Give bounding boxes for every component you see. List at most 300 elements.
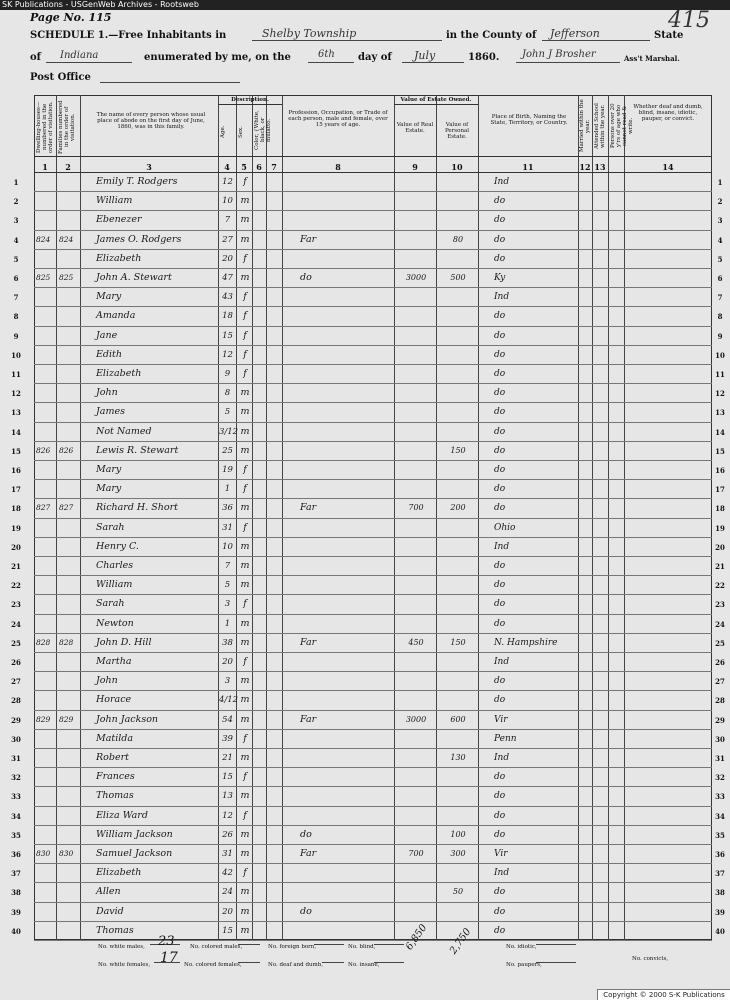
birthplace: Ind [494,292,510,303]
person-age: 10 [222,541,233,552]
real-estate-value: 3000 [405,714,427,724]
person-sex: m [240,848,250,859]
county-label: in the County of [446,30,537,41]
header-bottom-line [34,156,712,157]
footer-field-line [314,944,344,945]
family-number: 824 [59,234,74,244]
person-sex: f [243,521,247,533]
value-group-line [394,104,478,105]
dwelling-number: 824 [36,234,51,244]
column-number: 9 [412,162,418,172]
personal-estate-value: 150 [450,445,466,455]
person-name: Frances [96,771,135,783]
col-head-color: Color, {White, black, or mulatto. [254,110,272,150]
person-age: 7 [224,561,231,571]
birthplace: do [494,772,506,783]
line-number-left: 35 [11,830,21,840]
person-name: John [96,387,118,399]
footer-deaf-dumb: No. deaf and dumb, [268,962,323,968]
col-head-illiterate: Persons over 20 y'rs of age who cannot read & write. [610,103,634,149]
line-number-right: 3 [717,216,723,226]
line-number-left: 18 [11,504,21,514]
row-divider [34,786,712,787]
marshal-label: Ass't Marshal. [624,54,680,63]
person-age: 3 [224,599,231,610]
person-age: 31 [222,522,233,533]
person-sex: f [243,598,247,610]
row-divider [34,575,712,576]
person-age: 27 [222,234,233,245]
birthplace: do [494,388,506,399]
birthplace: Penn [494,733,517,744]
birthplace: do [494,676,506,687]
person-age: 36 [222,503,233,514]
person-occupation: Far [300,502,317,514]
person-sex: m [240,540,250,552]
line-number-left: 25 [11,638,21,648]
personal-estate-value: 80 [452,234,464,244]
footer-idiotic: No. idiotic, [506,944,537,950]
row-divider [34,230,712,231]
birthplace: Ind [494,753,510,763]
row-divider [34,671,712,672]
line-number-right: 39 [715,907,725,917]
row-divider [34,825,712,826]
footer-field-line [374,962,404,963]
line-number-right: 4 [717,235,723,245]
person-sex: m [240,406,250,418]
family-number: 830 [59,849,74,858]
col-head-description: Description. [231,97,269,103]
day-of-label: day of [358,52,392,63]
column-number: 1 [42,162,48,172]
person-age: 20 [222,253,233,264]
footer-foreign-born: No. foreign born, [268,944,317,950]
line-number-left: 24 [11,619,21,629]
line-number-right: 40 [715,926,725,936]
line-number-left: 29 [11,715,21,725]
col-head-age: Age. [220,125,226,139]
person-occupation: Far [300,713,317,725]
line-number-left: 27 [11,677,21,687]
person-age: 21 [222,753,233,763]
person-age: 39 [222,733,233,744]
personal-estate-value: 200 [450,503,466,513]
row-divider [34,940,712,941]
person-name: Jane [96,329,118,341]
birthplace: do [494,810,506,821]
line-number-left: 34 [11,811,21,821]
column-number: 4 [224,162,230,172]
person-sex: m [240,272,250,283]
personal-estate-value: 130 [450,753,466,762]
person-sex: m [240,617,250,629]
row-divider [34,921,712,922]
person-occupation: do [300,905,312,917]
person-name: Ebenezer [96,214,142,226]
col-head-school: Attended School within the year. [594,103,606,149]
person-sex: m [240,828,250,840]
birthplace: N. Hampshire [494,637,558,648]
birthplace: Ind [494,868,510,879]
col-head-value: Value of Estate Owned. [400,97,472,103]
row-divider [34,479,712,480]
personal-estate-value: 300 [450,849,466,858]
line-number-right: 29 [715,715,725,725]
line-number-left: 15 [11,446,21,456]
person-sex: m [240,444,250,456]
birthplace: do [494,829,506,840]
person-sex: f [243,310,247,322]
footer-field-line [238,962,260,963]
footer-field-line [374,944,404,945]
post-office-field [100,70,240,83]
person-age: 3/12 [219,426,239,437]
column-number-line [34,172,712,173]
line-number-left: 11 [11,370,21,379]
real-estate-value: 700 [408,849,424,858]
row-divider [34,902,712,903]
birthplace: do [494,503,506,514]
footer-field-line [238,944,260,945]
person-name: Martha [96,656,132,667]
line-number-left: 31 [11,754,21,763]
person-name: Thomas [96,924,134,936]
line-number-right: 8 [717,312,723,322]
line-number-left: 37 [11,869,21,879]
person-age: 1 [224,618,231,629]
person-sex: f [243,252,247,264]
person-name: Thomas [96,790,134,802]
personal-estate-value: 150 [450,637,466,647]
birthplace: do [494,906,506,917]
person-age: 24 [222,887,233,898]
dwelling-number: 825 [36,273,51,282]
personal-estate-value: 600 [450,714,466,724]
column-number: 5 [241,162,247,172]
person-name: Lewis R. Stewart [96,444,179,456]
person-occupation: Far [300,233,317,245]
line-number-left: 5 [13,254,19,264]
person-age: 54 [222,714,233,725]
real-estate-value: 450 [408,637,424,647]
column-number: 3 [146,162,152,172]
person-age: 12 [222,177,233,187]
line-number-right: 33 [715,792,725,802]
line-number-left: 6 [13,274,19,283]
person-age: 31 [222,849,233,859]
row-divider [34,748,712,749]
line-number-right: 38 [715,888,725,898]
person-sex: m [240,579,250,591]
row-divider [34,498,712,499]
dwelling-number: 828 [36,637,51,647]
birthplace: do [494,253,506,264]
line-number-left: 17 [11,485,21,495]
birthplace: do [494,465,506,475]
description-group-line [218,104,282,105]
person-sex: f [243,732,247,744]
line-number-right: 18 [715,504,725,514]
birthplace: do [494,791,506,802]
line-number-left: 19 [11,523,21,533]
line-number-left: 36 [11,850,21,859]
person-name: Sarah [96,598,125,610]
line-number-right: 2 [717,197,723,207]
person-name: John D. Hill [96,636,152,648]
footer-real-total: 6,850 [404,922,430,953]
column-number: 14 [662,162,674,172]
birthplace: do [494,407,506,418]
dwelling-number: 827 [36,503,51,513]
line-number-right: 23 [715,600,725,610]
row-divider [34,441,712,442]
township-value: Shelby Township [262,27,357,40]
birthplace: Ohio [494,522,516,533]
person-occupation: Far [300,848,317,859]
line-number-right: 24 [715,619,725,629]
line-number-left: 4 [13,235,19,245]
person-sex: m [240,752,250,763]
person-age: 9 [224,369,231,379]
line-number-left: 33 [11,792,21,802]
page-stamp: 415 [668,8,710,33]
row-divider [34,882,712,883]
person-name: Amanda [96,310,136,322]
birthplace: do [494,445,506,456]
line-number-left: 13 [11,408,21,418]
person-age: 5 [224,407,231,418]
state-label: State [654,30,684,41]
person-sex: f [243,656,247,667]
column-number: 6 [256,162,262,172]
line-number-right: 12 [715,389,725,399]
row-divider [34,326,712,327]
row-divider [34,614,712,615]
line-number-right: 13 [715,408,725,418]
column-number: 12 [579,162,591,172]
line-number-left: 40 [11,926,21,936]
person-age: 7 [224,215,231,226]
person-sex: f [243,771,247,783]
personal-estate-value: 100 [450,829,466,839]
line-number-right: 27 [715,677,725,687]
person-name: Richard H. Short [96,502,178,514]
dwelling-number: 830 [36,849,51,858]
person-sex: f [243,464,247,475]
row-divider [34,306,712,307]
person-name: Robert [96,752,129,763]
person-age: 20 [222,906,233,917]
birthplace: do [494,330,506,341]
line-number-left: 38 [11,888,21,898]
person-sex: f [243,368,247,379]
line-number-left: 1 [13,178,19,187]
row-divider [34,537,712,538]
birthplace: Ind [494,177,510,187]
row-divider [34,383,712,384]
person-sex: m [240,924,250,936]
person-name: John A. Stewart [96,272,172,283]
footer-personal-total: 2,750 [448,926,474,957]
person-name: Henry C. [96,540,139,552]
row-divider [34,249,712,250]
person-age: 25 [222,445,233,456]
column-number: 7 [271,162,277,172]
col-head-sex: Sex. [238,126,244,138]
footer-colored-males: No. colored males, [190,944,243,950]
real-estate-value: 700 [408,503,424,513]
footer-white-females: 17 [160,950,178,966]
line-number-left: 20 [11,542,21,552]
line-number-left: 16 [11,466,21,475]
col-head-real-estate: Value of Real Estate. [396,122,434,134]
birthplace: do [494,580,506,591]
col-head-married: Married within the year. [579,99,591,153]
person-sex: m [240,233,250,245]
row-divider [34,633,712,634]
line-number-right: 28 [715,696,725,706]
row-divider [34,345,712,346]
row-divider [34,863,712,864]
column-number: 2 [65,162,71,172]
birthplace: do [494,695,506,706]
person-sex: m [240,195,250,207]
birthplace: do [494,349,506,360]
person-age: 4/12 [219,695,239,706]
birthplace: do [494,618,506,629]
line-number-right: 31 [715,754,725,763]
birthplace: do [494,426,506,437]
person-age: 13 [222,791,233,802]
person-name: William [96,195,133,207]
person-age: 15 [222,772,233,783]
line-number-right: 11 [715,370,725,379]
county-value: Jefferson [550,27,600,40]
person-name: Newton [96,617,134,629]
column-number: 10 [451,162,463,172]
line-number-left: 32 [11,773,21,783]
col-head-name: The name of every person whose usual place of abode on the first day of June, 1860, was in this family. [96,112,206,130]
line-number-right: 35 [715,830,725,840]
birthplace: do [494,234,506,245]
person-age: 26 [222,829,233,840]
line-number-right: 37 [715,869,725,879]
person-name: Allen [96,886,121,898]
person-age: 15 [222,925,233,936]
person-name: Not Named [96,425,152,437]
row-divider [34,518,712,519]
person-age: 8 [224,388,231,399]
year-value: 1860. [468,52,500,63]
footer-colored-females: No. colored females, [184,962,242,968]
person-name: William Jackson [96,828,173,840]
line-number-right: 26 [715,658,725,667]
marshal-name: John J Brosher [522,49,596,60]
person-age: 15 [222,330,233,341]
row-divider [34,287,712,288]
person-name: Elizabeth [96,368,142,379]
post-office-label: Post Office [30,72,91,83]
line-number-left: 8 [13,312,19,322]
person-name: James [96,406,125,418]
birthplace: do [494,484,506,495]
row-divider [34,767,712,768]
col-head-dwelling: Dwelling-houses—numbered in the order of visitation. [36,101,54,153]
line-number-left: 10 [11,350,21,360]
personal-estate-value: 500 [450,273,466,282]
person-sex: f [243,291,247,303]
column-number: 11 [522,162,534,172]
person-sex: m [240,636,250,648]
birthplace: do [494,925,506,936]
person-sex: m [240,502,250,514]
row-divider [34,806,712,807]
birthplace: do [494,215,506,226]
line-number-left: 2 [13,197,19,207]
person-age: 38 [222,637,233,648]
person-name: Mary [96,464,122,475]
family-number: 826 [59,445,74,455]
footer-field-line [536,944,576,945]
row-divider [34,364,712,365]
birthplace: Ind [494,541,510,552]
line-number-right: 10 [715,350,725,360]
person-sex: m [240,886,250,898]
col-head-occupation: Profession, Occupation, or Trade of each person, male and female, over 15 years of age. [288,110,388,128]
family-number: 825 [59,273,74,282]
person-age: 10 [222,196,233,207]
person-name: Eliza Ward [96,809,148,821]
line-number-right: 6 [717,274,723,283]
line-number-right: 30 [715,734,725,744]
person-name: John [96,675,118,687]
line-number-right: 21 [715,562,725,571]
row-divider [34,844,712,845]
person-sex: m [240,713,250,725]
person-sex: m [240,694,250,706]
column-number: 13 [594,162,606,172]
person-sex: f [243,176,247,187]
person-name: Horace [96,694,132,706]
person-age: 43 [222,292,233,303]
person-age: 12 [222,810,233,821]
line-number-right: 17 [715,485,725,495]
person-name: John Jackson [96,713,159,725]
row-divider [34,268,712,269]
person-name: Elizabeth [96,867,142,879]
person-name: Samuel Jackson [96,848,173,859]
family-number: 829 [59,714,74,724]
row-divider [34,556,712,557]
line-number-right: 16 [715,466,725,475]
person-sex: f [243,348,247,360]
row-divider [34,191,712,192]
line-number-right: 5 [717,254,723,264]
person-name: Matilda [96,732,134,744]
footer-white-females-label: No. white females, [98,962,151,968]
birthplace: Vir [494,849,508,859]
person-sex: f [243,867,247,879]
line-number-right: 1 [717,178,723,187]
line-number-right: 7 [717,293,723,303]
dwelling-number: 826 [36,445,51,455]
row-divider [34,402,712,403]
line-number-left: 28 [11,696,21,706]
person-occupation: do [300,828,312,840]
real-estate-value: 3000 [405,273,427,282]
line-number-left: 39 [11,907,21,917]
